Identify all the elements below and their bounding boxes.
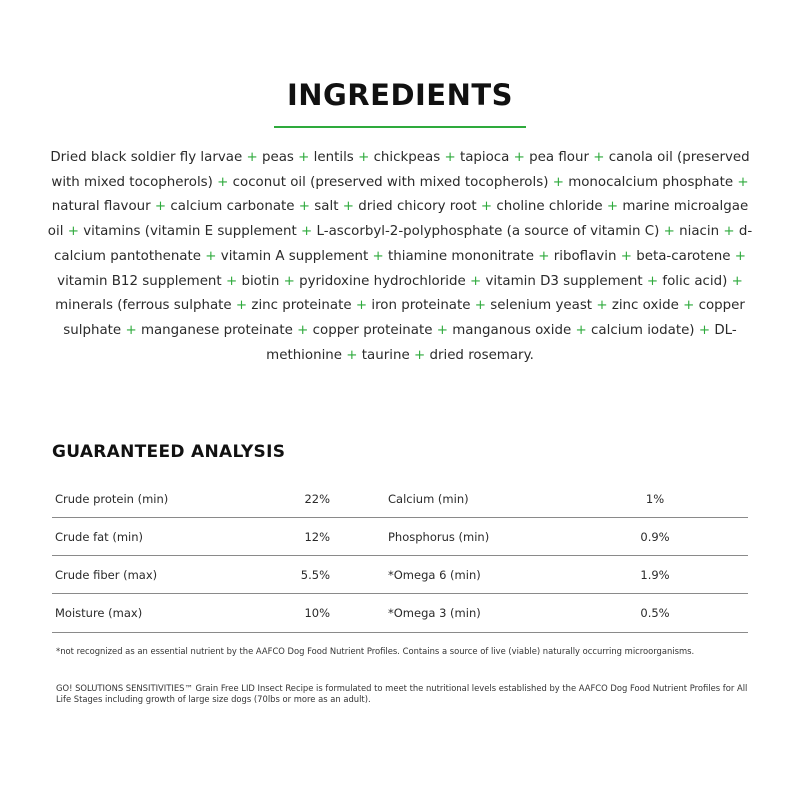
footnote-aafco-statement: GO! SOLUTIONS SENSITIVITIES™ Grain Free LID Insect Recipe is formulated to meet the nutritional levels established by the AAFCO Dog Food Nutrient Profiles for All Life Stages including growth of large size dogs (70lbs or more as an adult). — [56, 683, 748, 704]
ingredient-item: L-ascorbyl-2-polyphosphate (a source of vitamin C) — [316, 224, 660, 240]
ingredient-item: dried rosemary. — [429, 347, 534, 363]
nutrient-value: 0.5% — [640, 606, 670, 620]
ingredient-separator: + — [538, 248, 550, 264]
ingredient-item: pyridoxine hydrochloride — [299, 273, 466, 289]
ingredient-item: vitamin D3 supplement — [485, 273, 643, 289]
title-underline — [274, 126, 526, 128]
ingredients-list — [45, 146, 755, 368]
ingredient-separator: + — [734, 248, 746, 264]
ingredient-separator: + — [606, 199, 619, 215]
nutrient-value: 22% — [304, 492, 330, 506]
ingredient-separator: + — [298, 199, 311, 215]
ingredient-item: riboflavin — [553, 248, 617, 264]
ingredient-separator: + — [593, 150, 605, 165]
ingredient-item: lentils — [313, 150, 354, 165]
ingredient-separator: + — [346, 347, 358, 363]
table-row — [52, 594, 748, 633]
ingredient-separator: + — [298, 150, 310, 165]
nutrient-label: Crude fiber (max) — [55, 568, 158, 582]
table-row — [52, 556, 748, 594]
nutrient-label: Moisture (max) — [55, 606, 143, 620]
ingredient-item: calcium carbonate — [170, 199, 295, 215]
ingredient-item: manganous oxide — [452, 322, 572, 338]
ingredient-separator: + — [297, 322, 309, 338]
ingredient-item: taurine — [361, 347, 410, 363]
footnote-omega: *not recognized as an essential nutrient by the AAFCO Dog Food Nutrient Profiles. Contains a source of live (viable) naturally occurring microorganisms. — [56, 646, 695, 656]
ingredient-separator: + — [683, 298, 695, 314]
nutrient-value: 1% — [645, 492, 665, 506]
ingredient-separator: + — [225, 273, 238, 289]
ingredient-separator: + — [469, 273, 482, 289]
ingredient-item: minerals (ferrous sulphate — [55, 298, 232, 314]
ingredient-item: natural flavour — [51, 199, 151, 215]
ingredient-separator: + — [698, 322, 711, 338]
ingredient-item: coconut oil (preserved with mixed tocopherols) — [232, 174, 549, 190]
nutrient-label: Crude fat (min) — [55, 530, 143, 544]
ingredient-separator: + — [513, 150, 525, 165]
guaranteed-analysis-table — [52, 480, 748, 633]
ingredient-item: vitamins (vitamin E supplement — [83, 224, 297, 240]
ingredient-item: marine microalgae oil — [47, 199, 749, 240]
table-row — [52, 480, 748, 518]
ingredient-item: niacin — [679, 224, 720, 240]
ingredient-separator: + — [125, 322, 137, 338]
ingredient-item: copper proteinate — [312, 322, 433, 338]
ingredient-separator: + — [723, 224, 735, 240]
ingredient-separator: + — [67, 224, 79, 240]
ingredient-separator: + — [246, 150, 258, 165]
ingredient-item: pea flour — [529, 150, 589, 165]
ingredient-item: folic acid) — [662, 273, 728, 289]
ingredient-separator: + — [575, 322, 587, 338]
ingredient-separator: + — [235, 298, 248, 314]
nutrient-label: *Omega 6 (min) — [388, 568, 481, 582]
ingredient-separator: + — [731, 273, 743, 289]
ingredient-separator: + — [444, 150, 456, 165]
ingredient-item: zinc proteinate — [251, 298, 352, 314]
ingredient-item: vitamin A supplement — [220, 248, 369, 264]
ingredient-separator: + — [474, 298, 487, 314]
ingredient-separator: + — [283, 273, 295, 289]
guaranteed-analysis-heading: GUARANTEED ANALYSIS — [52, 442, 286, 462]
ingredient-item: canola oil (preserved with mixed tocopherols) — [51, 150, 750, 190]
ingredient-item: biotin — [241, 273, 280, 289]
ingredient-separator: + — [620, 248, 632, 264]
ingredient-item: copper sulphate — [63, 298, 745, 338]
ingredient-item: thiamine mononitrate — [388, 248, 534, 264]
nutrient-value: 10% — [304, 606, 330, 620]
nutrient-label: Crude protein (min) — [55, 492, 169, 506]
ingredient-separator: + — [436, 322, 448, 338]
ingredient-separator: + — [342, 199, 354, 215]
ingredient-separator: + — [480, 199, 493, 215]
ingredient-item: zinc oxide — [611, 298, 679, 314]
ingredient-separator: + — [355, 298, 368, 314]
ingredient-item: selenium yeast — [490, 298, 593, 314]
ingredient-separator: + — [205, 248, 217, 264]
ingredient-separator: + — [413, 347, 426, 363]
ingredient-item: calcium iodate) — [591, 322, 695, 338]
ingredient-separator: + — [358, 150, 370, 165]
nutrient-value: 12% — [304, 530, 330, 544]
ingredient-item: choline chloride — [496, 199, 603, 215]
ingredients-title: INGREDIENTS — [286, 78, 514, 112]
ingredient-separator: + — [596, 298, 608, 314]
ingredient-separator: + — [646, 273, 659, 289]
table-row — [52, 518, 748, 556]
ingredient-item: iron proteinate — [371, 298, 471, 314]
nutrient-value: 0.9% — [640, 530, 670, 544]
ingredient-separator: + — [737, 174, 749, 190]
ingredient-separator: + — [663, 224, 675, 240]
ingredient-item: beta-carotene — [636, 248, 731, 264]
ingredient-separator: + — [154, 199, 167, 215]
ingredient-separator: + — [301, 224, 313, 240]
nutrient-value: 5.5% — [300, 568, 330, 582]
ingredient-item: vitamin B12 supplement — [57, 273, 222, 289]
ingredient-item: peas — [261, 150, 294, 165]
nutrient-label: Phosphorus (min) — [388, 530, 490, 544]
ingredient-separator: + — [372, 248, 384, 264]
ingredient-item: d-calcium pantothenate — [54, 224, 753, 264]
ingredient-item: dried chicory root — [358, 199, 477, 215]
ingredient-item: monocalcium phosphate — [568, 174, 734, 190]
nutrient-label: *Omega 3 (min) — [388, 606, 481, 620]
ingredient-item: chickpeas — [373, 150, 441, 165]
ingredient-item: tapioca — [459, 150, 510, 165]
ingredient-separator: + — [552, 174, 564, 190]
ingredient-item: salt — [314, 199, 339, 215]
nutrient-value: 1.9% — [640, 568, 670, 582]
ingredient-item: DL-methionine — [266, 322, 737, 363]
ingredient-item: manganese proteinate — [140, 322, 293, 338]
nutrient-label: Calcium (min) — [388, 492, 469, 506]
ingredient-separator: + — [217, 174, 229, 190]
ingredient-item: Dried black soldier fly larvae — [50, 150, 243, 165]
